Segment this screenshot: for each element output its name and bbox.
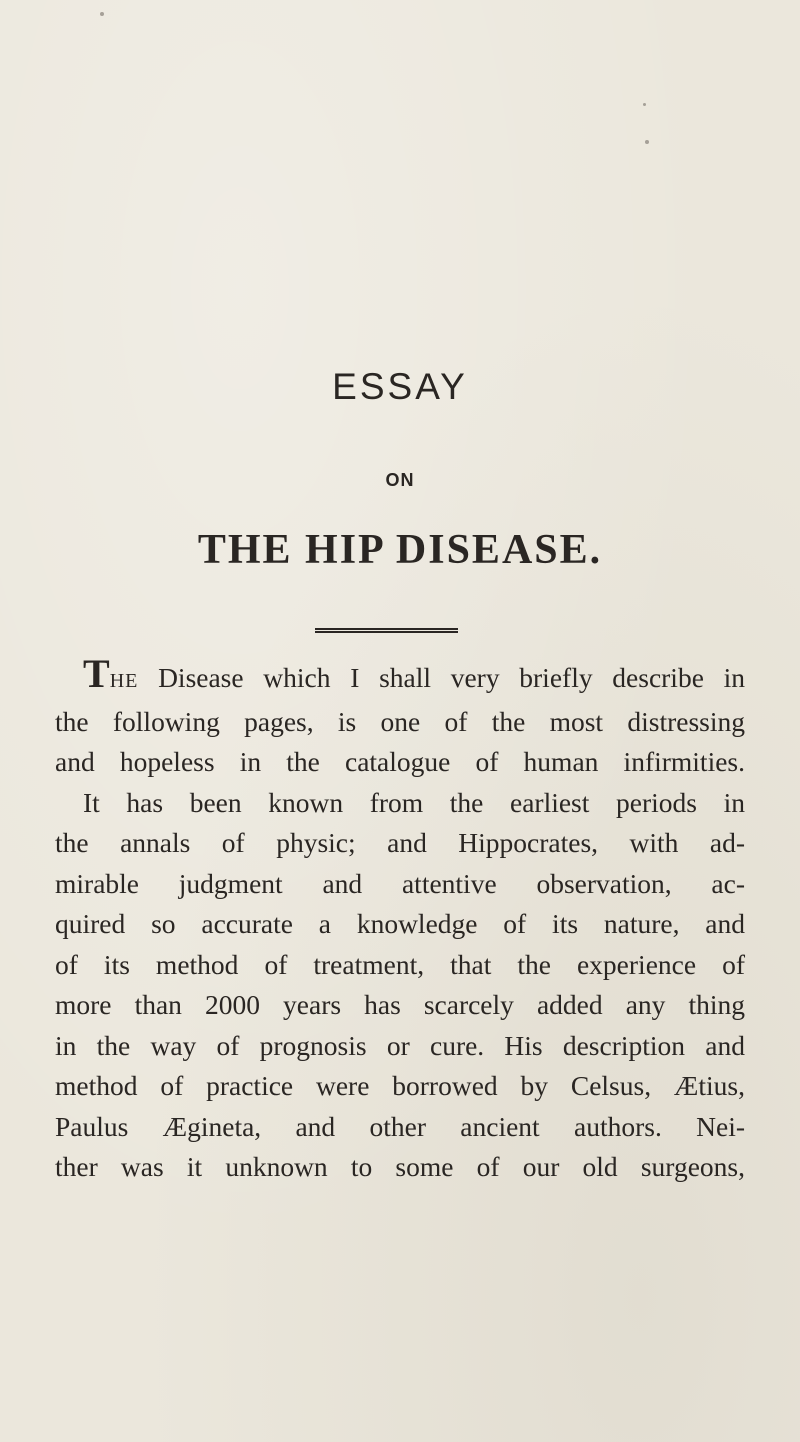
paragraph-line: of its method of treatment, that the experience of (55, 948, 745, 980)
ink-speck (645, 140, 649, 144)
page-title: THE HIP DISEASE. (197, 527, 603, 573)
small-caps-word: HE (109, 670, 139, 692)
paragraph-line: in the way of prognosis or cure. His description and (55, 1029, 745, 1061)
double-rule-divider (315, 628, 458, 633)
paragraph-line: the following pages, is one of the most distressing (55, 705, 745, 737)
paragraph-line: ther was it unknown to some of our old surgeons, (55, 1151, 745, 1182)
paragraph-line: Paulus Ægineta, and other ancient authors. Nei- (55, 1110, 745, 1142)
ink-speck (643, 103, 646, 106)
paragraph-line-text: Disease which I shall very briefly describe in (138, 662, 745, 693)
paragraph-line: and hopeless in the catalogue of human infirmities. (55, 746, 745, 777)
heading-essay: ESSAY (332, 366, 468, 407)
drop-cap: T (83, 651, 110, 696)
paragraph-line: It has been known from the earliest periods in (83, 786, 745, 818)
paragraph-line: quired so accurate a knowledge of its nature, and (55, 908, 745, 939)
paragraph-line: method of practice were borrowed by Celsus, Ætius, (55, 1070, 745, 1101)
ink-speck (100, 12, 104, 16)
heading-on: ON (385, 470, 415, 490)
paragraph-line: mirable judgment and attentive observation, ac- (55, 867, 745, 899)
paragraph-line: more than 2000 years has scarcely added any thing (55, 989, 745, 1020)
essay-paragraph (55, 651, 745, 1188)
paragraph-line (55, 651, 745, 702)
paragraph-line: the annals of physic; and Hippocrates, with ad- (55, 827, 745, 858)
